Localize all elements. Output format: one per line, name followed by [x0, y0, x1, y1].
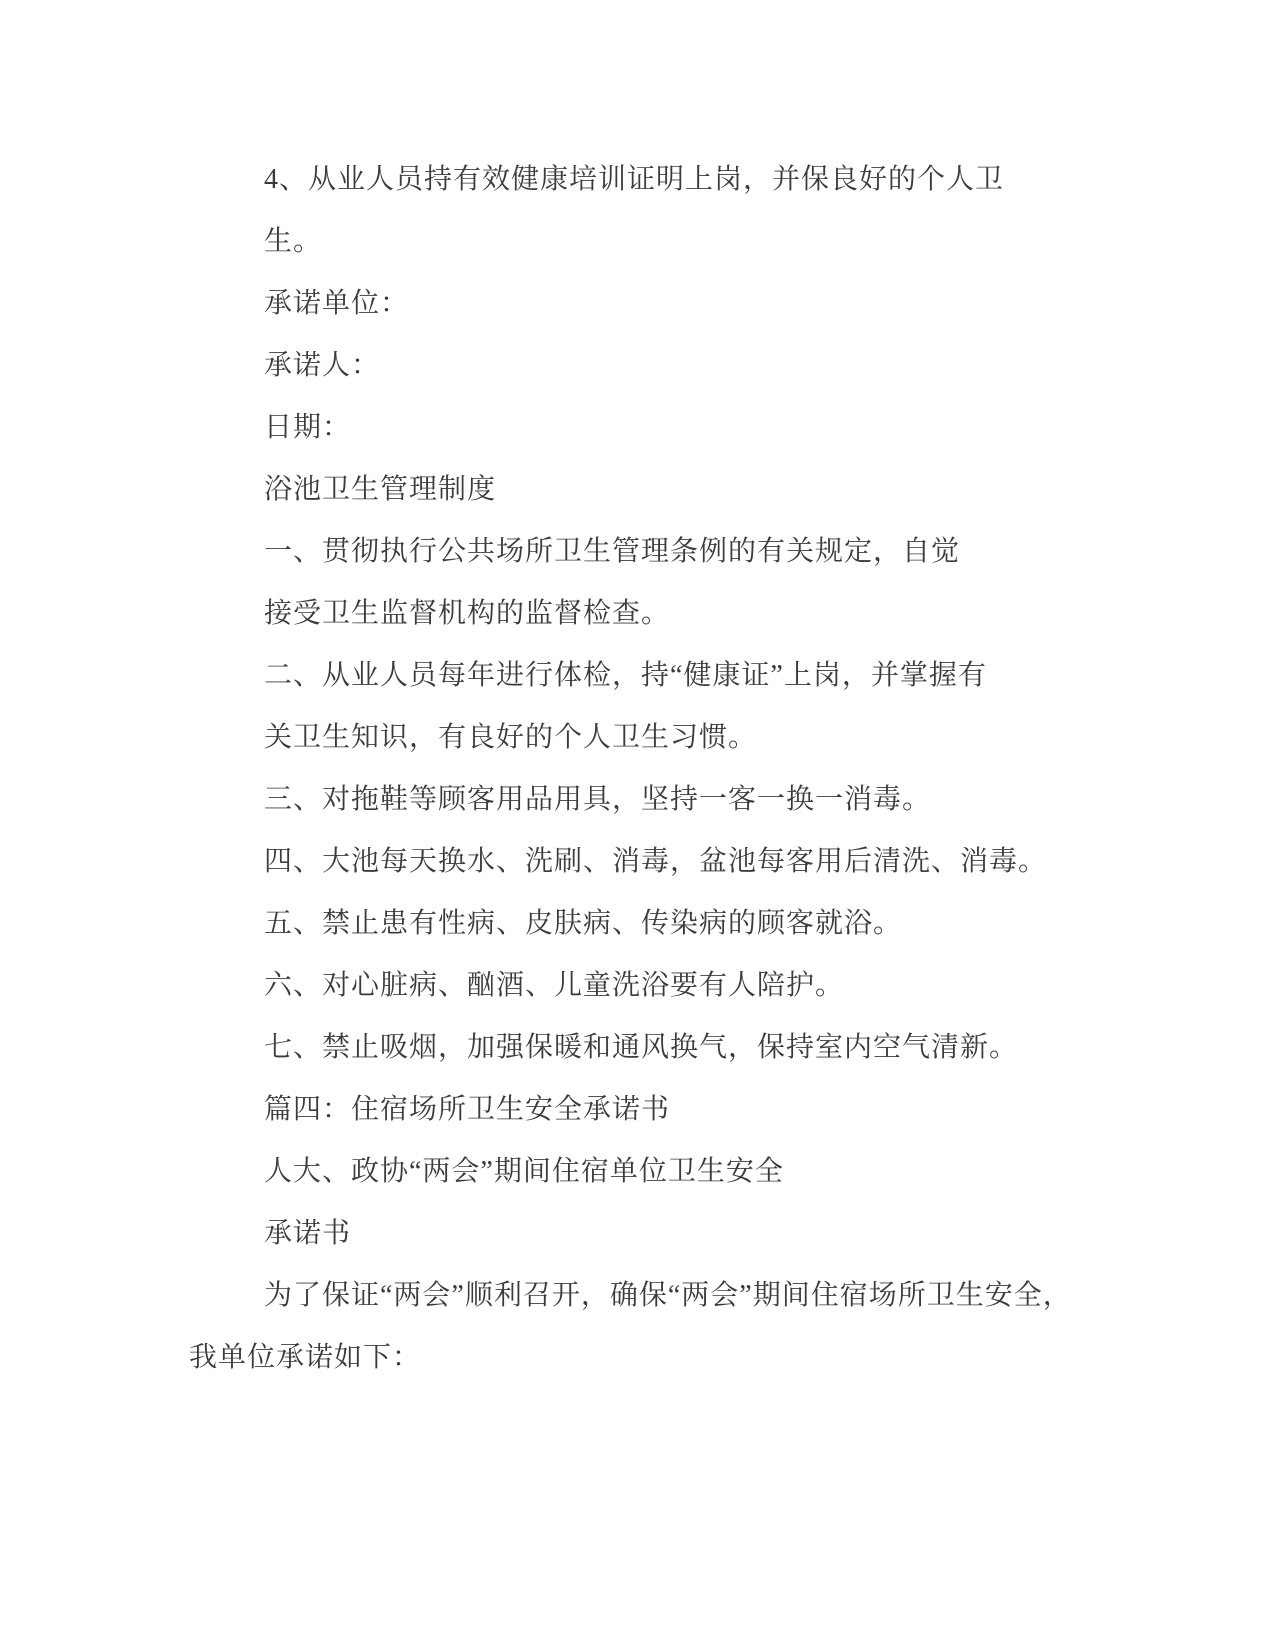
text-line: 三、对拖鞋等顾客用品用具，坚持一客一换一消毒。: [264, 784, 932, 815]
text-line: 四、大池每天换水、洗刷、消毒，盆池每客用后清洗、消毒。: [264, 846, 1048, 877]
text-line: 承诺单位：: [264, 288, 410, 319]
text-line: 六、对心脏病、酗酒、儿童洗浴要有人陪护。: [264, 970, 845, 1001]
text-line: 七、禁止吸烟，加强保暖和通风换气，保持室内空气清新。: [264, 1032, 1019, 1063]
text-line: 为了保证“两会”顺利召开，确保“两会”期间住宿场所卫生安全，: [264, 1280, 1072, 1311]
text-line: 我单位承诺如下：: [189, 1342, 422, 1373]
text-line: 二、从业人员每年进行体检，持“健康证”上岗，并掌握有: [264, 660, 987, 691]
text-line: 4、从业人员持有效健康培训证明上岗，并保良好的个人卫: [264, 164, 1005, 195]
text-line: 生。: [264, 226, 323, 257]
text-line: 五、禁止患有性病、皮肤病、传染病的顾客就浴。: [264, 908, 903, 939]
text-line: 浴池卫生管理制度: [264, 474, 497, 505]
text-line: 承诺人：: [264, 350, 381, 381]
document-text-block: [189, 149, 1149, 1389]
text-line: 接受卫生监督机构的监督检查。: [264, 598, 671, 629]
text-line: 一、贯彻执行公共场所卫生管理条例的有关规定，自觉: [264, 536, 961, 567]
text-line: 篇四：住宿场所卫生安全承诺书: [264, 1094, 671, 1125]
text-line: 关卫生知识，有良好的个人卫生习惯。: [264, 722, 758, 753]
text-line: 承诺书: [264, 1218, 352, 1249]
text-line: 人大、政协“两会”期间住宿单位卫生安全: [264, 1156, 784, 1187]
text-line: 日期：: [264, 412, 352, 443]
